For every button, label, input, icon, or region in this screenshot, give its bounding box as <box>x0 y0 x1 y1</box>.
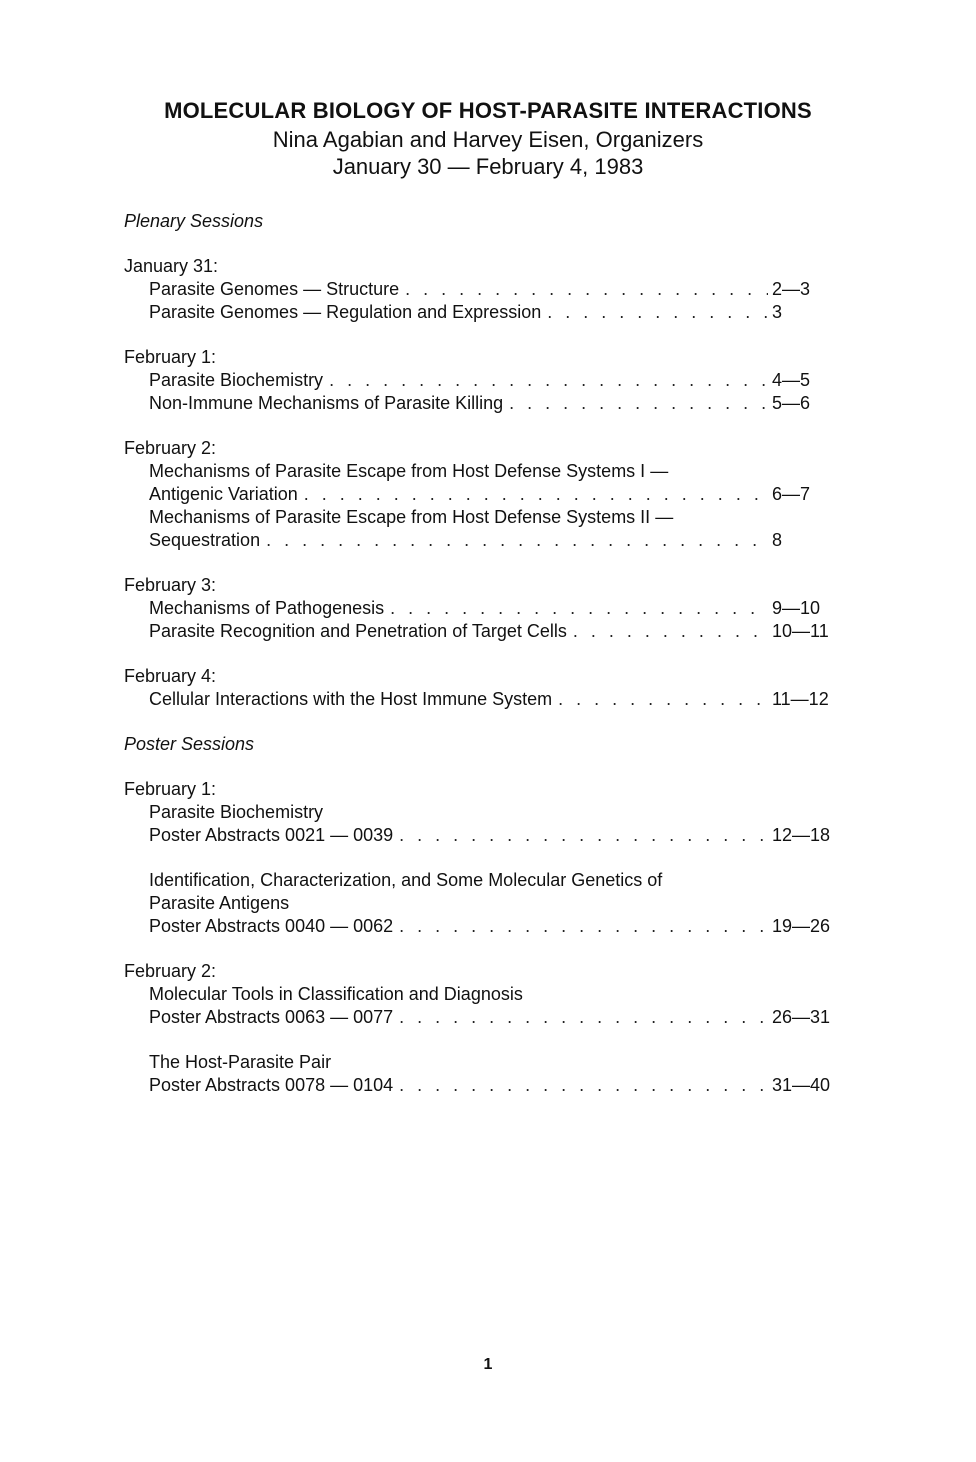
day-label: February 4: <box>124 666 217 686</box>
organizers-line: Nina Agabian and Harvey Eisen, Organizers <box>272 127 704 152</box>
day-group <box>124 960 844 1097</box>
entry-heading-line: Parasite Antigens <box>149 893 290 913</box>
document-title: MOLECULAR BIOLOGY OF HOST-PARASITE INTERACTIONS <box>164 98 812 123</box>
day-group <box>124 346 844 415</box>
entry-row <box>149 369 844 392</box>
entry-pages: 2—3 <box>772 279 811 299</box>
day-label: February 1: <box>124 779 217 799</box>
entry-row <box>149 1006 844 1029</box>
toc-entry <box>124 869 844 938</box>
entry-row <box>149 824 844 847</box>
dot-leader <box>266 529 768 552</box>
entry-title: Poster Abstracts 0040 — 0062 <box>149 916 394 936</box>
entry-title: Parasite Recognition and Penetration of Target Cells <box>149 621 567 641</box>
page-number: 1 <box>483 1356 493 1373</box>
toc-entry <box>124 620 844 643</box>
toc-entry <box>124 688 844 711</box>
day-group <box>124 665 844 711</box>
entry-heading-line: Mechanisms of Parasite Escape from Host Defense Systems II — <box>149 507 674 527</box>
toc-entry <box>124 506 844 552</box>
dot-leader <box>399 915 768 938</box>
dot-leader <box>399 1074 768 1097</box>
entry-pages: 12—18 <box>772 825 831 845</box>
day-group <box>124 255 844 324</box>
entry-title: Parasite Biochemistry <box>149 370 324 390</box>
toc-entry <box>124 983 844 1029</box>
plenary-sessions <box>124 255 844 711</box>
day-group <box>124 574 844 643</box>
toc-entry <box>124 369 844 392</box>
toc-entry <box>124 278 844 301</box>
dot-leader <box>329 369 768 392</box>
entry-title: Antigenic Variation <box>149 484 298 504</box>
entry-pages: 19—26 <box>772 916 831 936</box>
toc-entry <box>124 801 844 847</box>
toc-entry <box>124 460 844 506</box>
day-group <box>124 437 844 552</box>
entry-row <box>149 597 844 620</box>
day-label: February 2: <box>124 438 217 458</box>
dates-line: January 30 — February 4, 1983 <box>332 154 644 179</box>
entry-title: Parasite Genomes — Structure <box>149 279 400 299</box>
entry-heading-line: Identification, Characterization, and Some Molecular Genetics of <box>149 870 663 890</box>
poster-sessions <box>124 778 844 1097</box>
day-label: February 2: <box>124 961 217 981</box>
entry-row <box>149 915 844 938</box>
entry-heading-line: Mechanisms of Parasite Escape from Host Defense Systems I — <box>149 461 669 481</box>
entry-row <box>149 483 844 506</box>
entry-row <box>149 529 844 552</box>
dot-leader <box>573 620 768 643</box>
dot-leader <box>547 301 768 324</box>
entry-row <box>149 620 844 643</box>
day-group <box>124 778 844 938</box>
document-header <box>0 96 976 180</box>
entry-title: Non-Immune Mechanisms of Parasite Killing <box>149 393 504 413</box>
entry-title: Poster Abstracts 0078 — 0104 <box>149 1075 394 1095</box>
entry-row <box>149 1074 844 1097</box>
entry-pages: 9—10 <box>772 598 821 618</box>
entry-title: Poster Abstracts 0063 — 0077 <box>149 1007 394 1027</box>
dot-leader <box>390 597 768 620</box>
entry-row <box>149 392 844 415</box>
entry-pages: 11—12 <box>772 689 829 709</box>
entry-pages: 4—5 <box>772 370 811 390</box>
entry-heading-line: Parasite Biochemistry <box>149 802 324 822</box>
dot-leader <box>509 392 768 415</box>
entry-heading-line: Molecular Tools in Classification and Diagnosis <box>149 984 523 1004</box>
toc-entry <box>124 1051 844 1097</box>
day-label: February 1: <box>124 347 217 367</box>
plenary-heading: Plenary Sessions <box>124 211 264 231</box>
poster-heading: Poster Sessions <box>124 734 255 754</box>
day-label: January 31: <box>124 256 219 276</box>
dot-leader <box>399 824 768 847</box>
entry-pages: 6—7 <box>772 484 811 504</box>
entry-title: Poster Abstracts 0021 — 0039 <box>149 825 394 845</box>
entry-pages: 10—11 <box>772 621 829 641</box>
entry-row <box>149 301 844 324</box>
entry-pages: 31—40 <box>772 1075 831 1095</box>
entry-title: Sequestration <box>149 530 261 550</box>
dot-leader <box>399 1006 768 1029</box>
toc-entry <box>124 301 844 324</box>
entry-pages: 3 <box>772 302 783 322</box>
dot-leader <box>558 688 768 711</box>
table-of-contents <box>124 210 844 1119</box>
day-label: February 3: <box>124 575 217 595</box>
entry-heading-line: The Host-Parasite Pair <box>149 1052 332 1072</box>
dot-leader <box>304 483 768 506</box>
entry-pages: 5—6 <box>772 393 811 413</box>
toc-entry <box>124 392 844 415</box>
entry-row <box>149 688 844 711</box>
entry-title: Parasite Genomes — Regulation and Expression <box>149 302 542 322</box>
entry-pages: 8 <box>772 530 783 550</box>
dot-leader <box>405 278 768 301</box>
entry-title: Mechanisms of Pathogenesis <box>149 598 385 618</box>
entry-title: Cellular Interactions with the Host Immune System <box>149 689 553 709</box>
entry-pages: 26—31 <box>772 1007 831 1027</box>
entry-row <box>149 278 844 301</box>
toc-entry <box>124 597 844 620</box>
